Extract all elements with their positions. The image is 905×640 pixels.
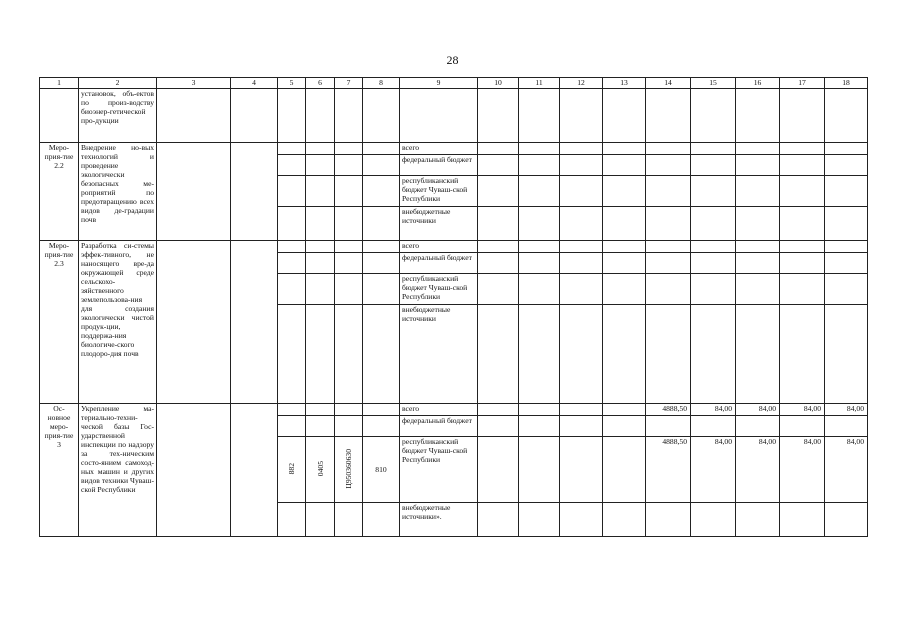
funding-source: федеральный бюджет — [400, 416, 478, 437]
table-row — [40, 241, 868, 253]
table-row — [40, 143, 868, 155]
column-number-row — [40, 78, 868, 89]
funding-source: всего — [400, 143, 478, 155]
funding-source: внебюджетные источники — [400, 305, 478, 404]
col-header: 2 — [79, 78, 157, 89]
budget-table — [39, 77, 868, 537]
amount-cell: 84,00 — [780, 404, 825, 416]
table-row — [40, 89, 868, 143]
section-code: 0405 — [315, 460, 325, 477]
col-header: 14 — [646, 78, 691, 89]
target-article-code: Ц950360630 — [344, 448, 353, 489]
section-cell — [306, 437, 335, 503]
funding-source: внебюджетные источники». — [400, 503, 478, 537]
col-header: 10 — [478, 78, 519, 89]
measure-code: Ос-новное меро-прия-тие 3 — [40, 404, 79, 537]
col-header: 3 — [157, 78, 231, 89]
amount-cell: 4888,50 — [646, 437, 691, 503]
col-header: 4 — [231, 78, 278, 89]
col-header: 13 — [603, 78, 646, 89]
col-header: 5 — [278, 78, 306, 89]
measure-name: установок, объ-ектов по произ-водству биоэнер-гетической про-дукции — [79, 89, 157, 143]
target-article-cell — [335, 437, 363, 503]
col-header: 16 — [736, 78, 780, 89]
measure-code: Меро-прия-тие 2.3 — [40, 241, 79, 404]
col-header: 17 — [780, 78, 825, 89]
col-header: 1 — [40, 78, 79, 89]
funding-source: федеральный бюджет — [400, 155, 478, 176]
amount-cell: 84,00 — [825, 437, 868, 503]
funding-source: республиканский бюджет Чуваш-ской Республики — [400, 437, 478, 503]
grbs-code: 882 — [287, 462, 296, 475]
funding-source: республиканский бюджет Чуваш-ской Республики — [400, 274, 478, 305]
amount-cell: 84,00 — [736, 437, 780, 503]
measure-name: Укрепление ма-териально-техни-ческой базы Гос-ударственной инспекции по надзору за тех-ническим состо-янием самоход-ных машин и других видов техники Чуваш-ской Республики — [79, 404, 157, 537]
funding-source: внебюджетные источники — [400, 207, 478, 241]
col-header: 6 — [306, 78, 335, 89]
table-row — [40, 404, 868, 416]
page-number: 28 — [446, 53, 459, 67]
col-header: 9 — [400, 78, 478, 89]
amount-cell: 84,00 — [691, 437, 736, 503]
measure-name: Внедрение но-вых технологий и проведение экологически безопасных ме-роприятий по предотвращению всех видов де-градации почв — [79, 143, 157, 241]
col-header: 18 — [825, 78, 868, 89]
amount-cell: 4888,50 — [646, 404, 691, 416]
measure-code: Меро-прия-тие 2.2 — [40, 143, 79, 241]
funding-source: республиканский бюджет Чуваш-ской Республики — [400, 176, 478, 207]
funding-source: всего — [400, 404, 478, 416]
measure-name: Разработка си-стемы эффек-тивного, не наносящего вре-да окружающей среде сельскохо-зяйственного землепользова-ния для создания экологически чистой продук-ции, поддержа-ния биологиче-ского плодоро-дия почв — [79, 241, 157, 404]
funding-source: всего — [400, 241, 478, 253]
grbs-cell — [278, 437, 306, 503]
col-header: 11 — [519, 78, 560, 89]
expense-type-code: 810 — [363, 437, 400, 503]
col-header: 12 — [560, 78, 603, 89]
funding-source: федеральный бюджет — [400, 253, 478, 274]
col-header: 15 — [691, 78, 736, 89]
amount-cell: 84,00 — [780, 437, 825, 503]
amount-cell: 84,00 — [691, 404, 736, 416]
col-header: 8 — [363, 78, 400, 89]
amount-cell: 84,00 — [736, 404, 780, 416]
col-header: 7 — [335, 78, 363, 89]
amount-cell: 84,00 — [825, 404, 868, 416]
